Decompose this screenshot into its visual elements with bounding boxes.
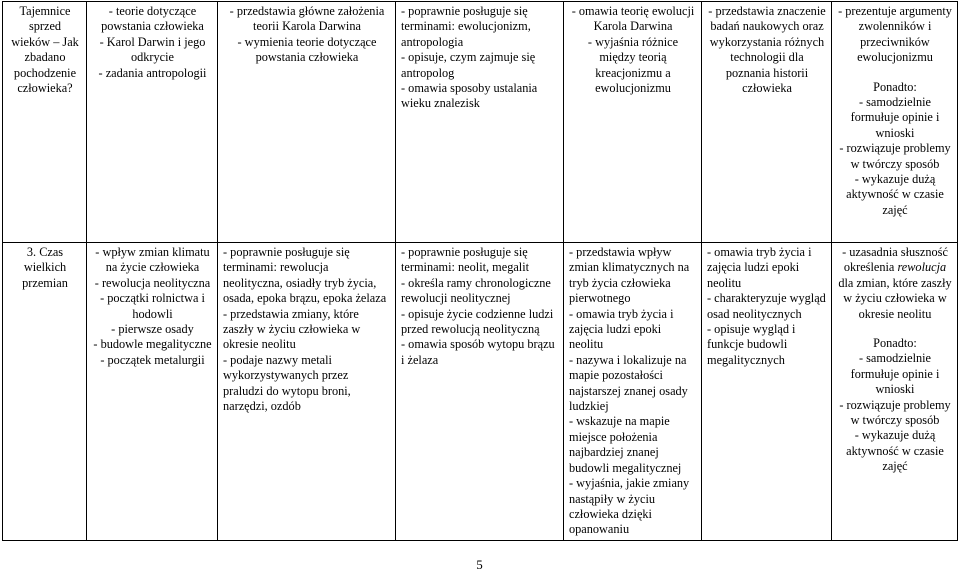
content-cell bbox=[87, 243, 218, 541]
ponadto-label: Ponadto: bbox=[873, 79, 917, 94]
topic-title: Tajemnice sprzed wieków – Jak zbadano pochodzenie człowieka? bbox=[11, 4, 79, 96]
requirement-cell-very-good bbox=[702, 243, 832, 541]
requirement-item: - wykazuje dużą aktywność w czasie zajęć bbox=[846, 172, 944, 217]
content-item: - początki rolnictwa i hodowli bbox=[100, 291, 205, 321]
content-item: - rewolucja neolityczna bbox=[94, 275, 211, 290]
requirement-item: - wykazuje dużą aktywność w czasie zajęć bbox=[846, 428, 944, 474]
requirement-cell-excellent bbox=[832, 243, 958, 541]
requirement-item: - przedstawia znaczenie badań naukowych oraz wykorzystania różnych technologii dla poznania historii człowieka bbox=[708, 4, 826, 96]
spacer bbox=[837, 66, 953, 80]
requirement-item: - wskazuje na mapie miejsce położenia najbardziej znanej budowli megalitycznej bbox=[569, 414, 682, 475]
requirement-item: - rozwiązuje problemy w twórczy sposób bbox=[839, 141, 951, 171]
requirement-item: - rozwiązuje problemy w twórczy sposób bbox=[839, 397, 951, 428]
curriculum-table bbox=[2, 1, 958, 541]
topic-title: 3. Czas wielkich przemian bbox=[22, 245, 68, 290]
table-row bbox=[3, 2, 958, 243]
requirement-cell-very-good bbox=[702, 2, 832, 243]
requirement-item: - określa ramy chronologiczne rewolucji neolitycznej bbox=[401, 275, 551, 306]
topic-cell bbox=[3, 243, 87, 541]
requirement-item: - opisuje, czym zajmuje się antropolog bbox=[401, 50, 536, 80]
requirement-item: - omawia sposoby ustalania wieku znalezisk bbox=[401, 81, 538, 111]
content-item: - Karol Darwin i jego odkrycie bbox=[99, 34, 206, 65]
requirement-italic-term: rewolucja bbox=[897, 260, 947, 275]
requirement-cell-basic bbox=[218, 243, 396, 541]
content-item: - początek metalurgii bbox=[100, 352, 205, 367]
spacer bbox=[837, 322, 953, 336]
requirement-item: - nazywa i lokalizuje na mapie pozostałości najstarszej znanej osady ludzkiej bbox=[569, 352, 688, 414]
requirement-cell-sufficient bbox=[396, 243, 564, 541]
requirement-item bbox=[837, 245, 953, 322]
content-item: - pierwsze osady bbox=[111, 322, 194, 337]
requirement-item: - podaje nazwy metali wykorzystywanych przez praludzi do wytopu broni, narzędzi, ozdób bbox=[223, 352, 351, 414]
requirement-cell-sufficient bbox=[396, 2, 564, 243]
page-number: 5 bbox=[476, 557, 483, 572]
requirement-item: - omawia tryb życia i zajęcia ludzi epoki neolitu bbox=[569, 306, 674, 352]
requirement-tail: dla zmian, które zaszły w życiu człowieka w okresie neolitu bbox=[838, 275, 952, 321]
topic-cell bbox=[3, 2, 87, 243]
requirement-item: - przedstawia zmiany, które zaszły w życiu człowieka w okresie neolitu bbox=[223, 306, 361, 352]
requirement-lead: - uzasadnia słuszność określenia bbox=[842, 245, 948, 275]
requirement-item: - opisuje życie codzienne ludzi przed rewolucją neolityczną bbox=[401, 306, 554, 337]
content-item: - wpływ zmian klimatu na życie człowieka bbox=[95, 245, 210, 275]
content-item: - budowle megalityczne bbox=[93, 337, 212, 352]
requirement-cell-good bbox=[564, 2, 702, 243]
requirement-item: - przedstawia główne założenia teorii Karola Darwina bbox=[229, 4, 385, 34]
requirement-cell-good bbox=[564, 243, 702, 541]
requirement-cell-excellent bbox=[832, 2, 958, 243]
requirement-item: - poprawnie posługuje się terminami: ewolucjonizm, antropologia bbox=[401, 4, 531, 49]
requirement-item: - poprawnie posługuje się terminami: rewolucja neolityczna, osiadły tryb życia, osada, epoka brązu, epoka żelaza bbox=[223, 245, 387, 306]
requirement-item: - omawia tryb życia i zajęcia ludzi epoki neolitu bbox=[707, 245, 812, 290]
requirement-item: - charakteryzuje wygląd osad neolitycznych bbox=[707, 291, 826, 321]
requirement-item: - wyjaśnia różnice między teorią kreacjonizmu a ewolucjonizmu bbox=[587, 34, 679, 96]
requirement-item: - omawia teorię ewolucji Karola Darwina bbox=[571, 4, 695, 34]
requirement-cell-basic bbox=[218, 2, 396, 243]
requirement-item: - prezentuje argumenty zwolenników i przeciwników ewolucjonizmu bbox=[838, 4, 952, 65]
requirement-item: - przedstawia wpływ zmian klimatycznych na tryb życia człowieka pierwotnego bbox=[569, 245, 690, 306]
requirement-item: - samodzielnie formułuje opinie i wnioski bbox=[850, 95, 940, 140]
requirement-item: - opisuje wygląd i funkcje budowli megalitycznych bbox=[707, 322, 796, 367]
content-item: - zadania antropologii bbox=[98, 65, 207, 80]
requirement-item: - wyjaśnia, jakie zmiany nastąpiły w życiu człowieka dzięki opanowaniu bbox=[569, 476, 690, 537]
requirement-item: - omawia sposób wytopu brązu i żelaza bbox=[401, 337, 555, 367]
content-cell bbox=[87, 2, 218, 243]
requirement-item: - samodzielnie formułuje opinie i wnioski bbox=[850, 351, 940, 397]
table-row bbox=[3, 243, 958, 541]
requirement-item: - wymienia teorie dotyczące powstania człowieka bbox=[237, 34, 377, 65]
content-item: - teorie dotyczące powstania człowieka bbox=[101, 4, 204, 34]
requirement-item: - poprawnie posługuje się terminami: neolit, megalit bbox=[401, 245, 530, 275]
ponadto-label: Ponadto: bbox=[873, 336, 917, 351]
